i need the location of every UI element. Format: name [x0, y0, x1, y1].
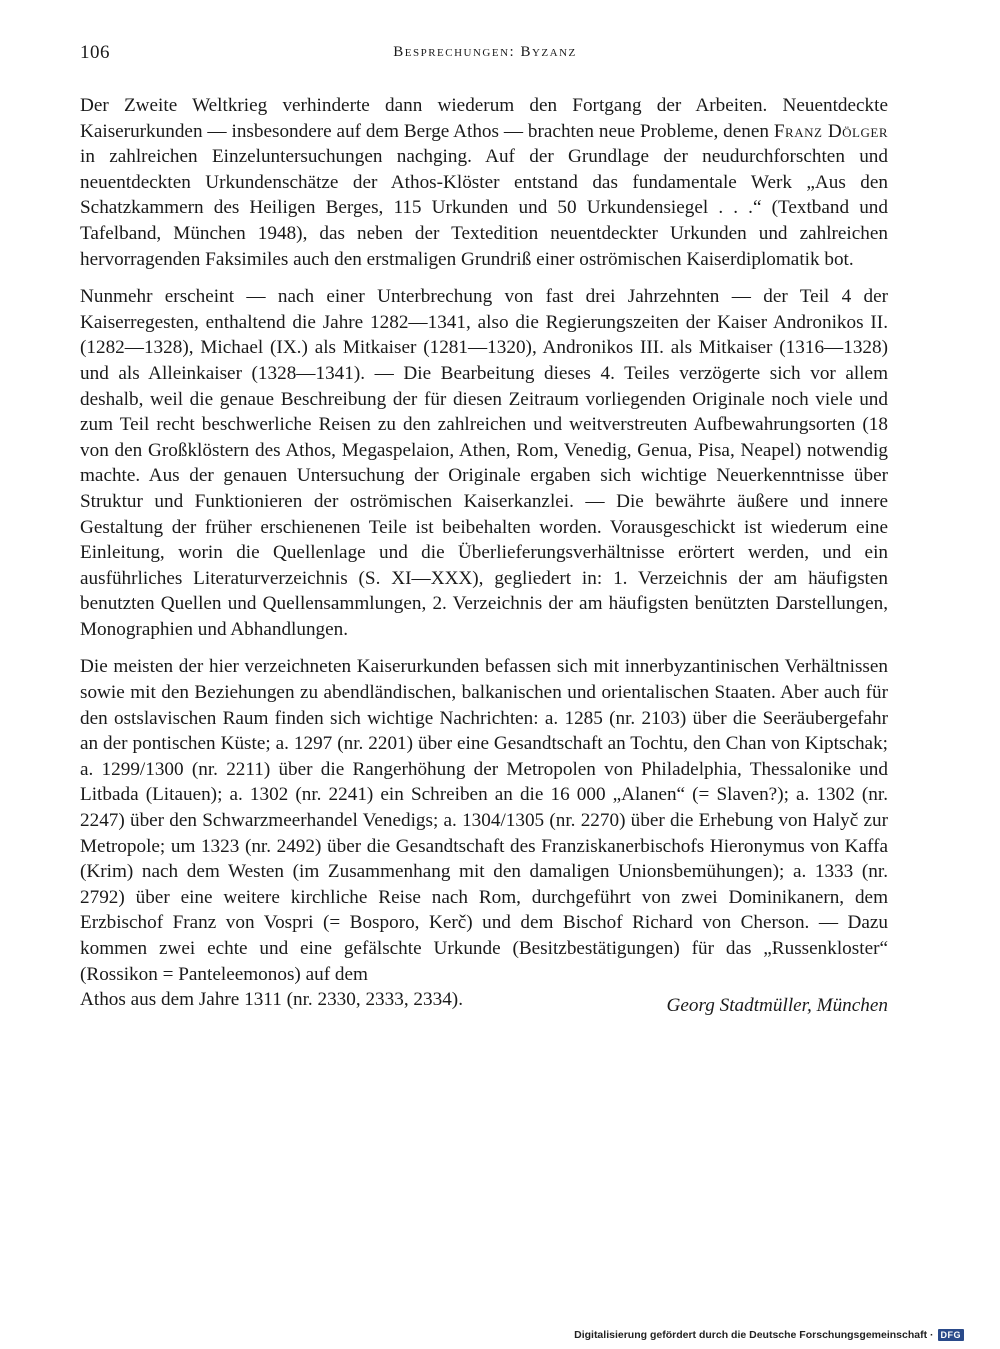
paragraph-3-last-line [80, 987, 888, 1017]
author-name-doelger: Franz Dölger [773, 120, 889, 142]
paragraph-1-part-b: in zahlreichen Einzeluntersuchungen nachging. Auf der Grundlage der neudurchforschten und neuentdeckten Urkundenschätze der Athos-Klöster entstand das fundamentale Werk „Aus den Schatzkammern des Heiligen Berges, 115 Urkunden und 50 Urkundensiegel . . .“ (Textband und Tafelband, München 1948), das neben der Textedition neuentdeckter Urkunden und zahlreichen hervorragenden Faksimiles auch den erstmaligen Grundriß einer oströmischen Kaiserdiplomatik bot. [80, 146, 888, 270]
paragraph-1-part-a: Der Zweite Weltkrieg verhinderte dann wiederum den Fortgang der Arbeiten. Neuentdeckte Kaiserurkunden — insbesondere auf dem Berge Athos — brachten neue Probleme, denen [80, 95, 888, 142]
paragraph-2: Nunmehr erscheint — nach einer Unterbrechung von fast drei Jahrzehnten — der Teil 4 der Kaiserregesten, enthaltend die Jahre 1282—1341, also die Regierungszeiten der Kaiser Andronikos II. (1282—1328), Michael (IX.) als Mitkaiser (1281—1320), Andronikos III. als Mitkaiser (1316—1328) und als Alleinkaiser (1328—1341). — Die Bearbeitung dieses 4. Teiles verzögerte sich vor allem deshalb, weil die genaue Beschreibung der für diesen Zeitraum vorliegenden Originale noch viele und zum Teil recht beschwerliche Reisen zu den zahlreichen und weitverstreuten Aufbewahrungsorten (18 von den Großklöstern des Athos, Megaspelaion, Athen, Rom, Venedig, Genua, Pisa, Neapel) notwendig machte. Aus der genauen Untersuchung der Originale ergaben sich wichtige Neuerkenntnisse über Struktur und Funktionieren der oströmischen Kaiserkanzlei. — Die bewährte äußere und innere Gestaltung der früher erschienenen Teile ist beibehalten worden. Vorausgeschickt ist wiederum eine Einleitung, worin die Quellenlage und die Überlieferungsverhältnisse erörtert werden, und ein ausführliches Literaturverzeichnis (S. XI—XXX), gegliedert in: 1. Verzeichnis der am häufigsten benutzten Quellen und Quellensammlungen, 2. Verzeichnis der am häufigsten benützten Darstellungen, Monographien und Abhandlungen. [80, 286, 888, 640]
paragraph-3-final-text: Athos aus dem Jahre 1311 (nr. 2330, 2333, 2334). [80, 989, 463, 1011]
page-header [80, 42, 890, 72]
running-title: Besprechungen: Byzanz [393, 44, 577, 60]
footer-text: Digitalisierung gefördert durch die Deutsche Forschungsgemeinschaft · [574, 1329, 934, 1341]
page-number: 106 [80, 42, 110, 63]
dfg-logo-icon: DFG [938, 1329, 965, 1341]
digitization-footer [574, 1329, 964, 1341]
paragraph-1 [80, 93, 888, 272]
reviewer-signature: Georg Stadtmüller, München [666, 995, 888, 1017]
paragraph-3: Die meisten der hier verzeichneten Kaiserurkunden befassen sich mit innerbyzantinischen Verhältnissen sowie mit den Beziehungen zu abendländischen, balkanischen und orientalischen Staaten. Aber auch für den ostslavischen Raum finden sich wichtige Nachrichten: a. 1285 (nr. 2103) über die Seeräubergefahr an der pontischen Küste; a. 1297 (nr. 2201) über eine Gesandtschaft an Tochtu, den Chan von Kiptschak; a. 1299/1300 (nr. 2211) über die Rangerhöhung der Metropolen von Philadelphia, Thessalonike und Litbada (Litauen); a. 1302 (nr. 2241) ein Schreiben an die 16 000 „Alanen“ (= Slaven?); a. 1302 (nr. 2247) über den Schwarzmeerhandel Venedigs; a. 1304/1305 (nr. 2270) über die Erhebung von Halyč zur Metropole; um 1323 (nr. 2492) über die Gesandtschaft des Franziskanerbischofs Hieronymus von Kaffa (Krim) nach dem Westen (im Zusammenhang mit den damaligen Unionsbemühungen); a. 1333 (nr. 2792) über eine weitere kirchliche Reise nach Rom, durchgeführt von zwei Dominikanern, dem Erzbischof Franz von Vospri (= Bosporo, Kerč) und dem Bischof Richard von Cherson. — Dazu kommen zwei echte und eine gefälschte Urkunde (Besitzbestätigungen) für das „Russenkloster“ (Rossikon = Panteleemonos) auf dem [80, 656, 888, 985]
review-text [80, 93, 888, 1019]
